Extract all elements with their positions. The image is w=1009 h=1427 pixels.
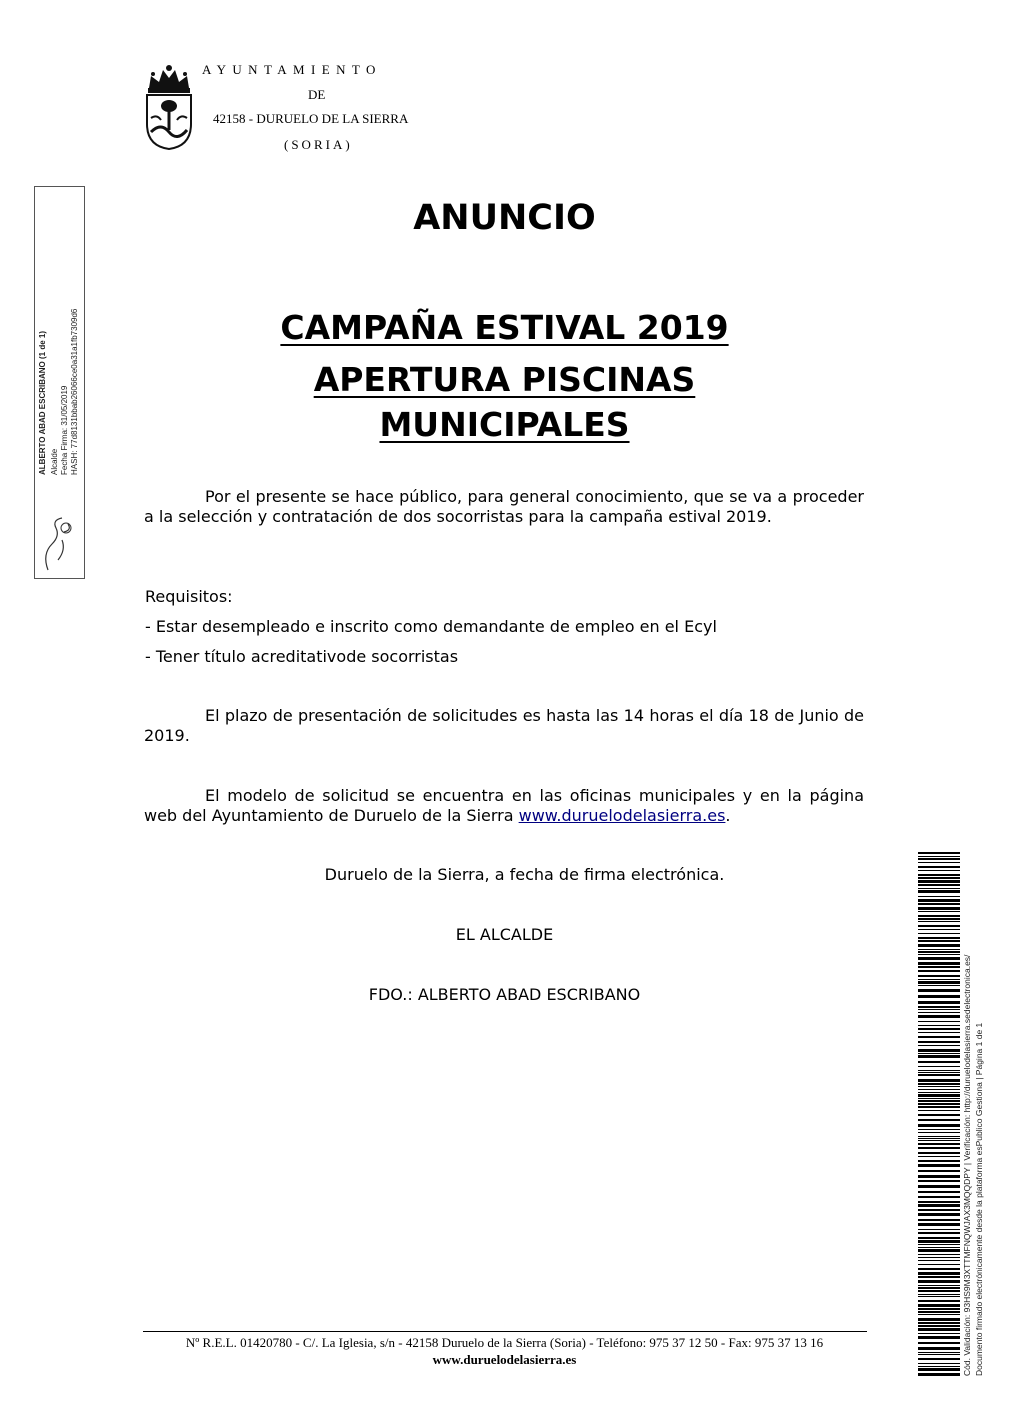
barcode-icon — [918, 852, 960, 1376]
barcode-bar — [918, 1036, 960, 1038]
barcode-bar — [918, 866, 960, 868]
barcode-bar — [918, 862, 960, 863]
barcode-bar — [918, 1124, 960, 1127]
barcode-bar — [918, 877, 960, 879]
barcode-bar — [918, 1296, 960, 1297]
barcode-bar — [918, 1092, 960, 1093]
barcode-bar — [918, 1053, 960, 1054]
barcode-bar — [918, 1191, 960, 1193]
barcode-bar — [918, 1209, 960, 1211]
barcode-bar — [918, 1079, 960, 1082]
barcode-bar — [918, 1272, 960, 1275]
barcode-bar — [918, 985, 960, 986]
barcode-bar — [918, 903, 960, 905]
letterhead-town: 42158 - DURUELO DE LA SIERRA — [213, 111, 409, 126]
page-title: ANUNCIO — [413, 198, 596, 238]
barcode-bar — [918, 907, 960, 910]
barcode-bar — [918, 979, 960, 980]
barcode-bar — [918, 989, 960, 992]
barcode-bar — [918, 896, 960, 897]
barcode-bar — [918, 962, 960, 965]
barcode-bar — [918, 1304, 960, 1307]
barcode-bar — [918, 1061, 960, 1063]
barcode-bar — [918, 1070, 960, 1071]
barcode-bar — [918, 1143, 960, 1145]
barcode-bar — [918, 970, 960, 972]
barcode-bar — [918, 1204, 960, 1207]
barcode-bar — [918, 899, 960, 902]
barcode-bar — [918, 975, 960, 977]
barcode-bar — [918, 1358, 960, 1360]
barcode-bar — [918, 1268, 960, 1270]
municipal-crest-icon — [143, 62, 195, 150]
barcode-bar — [918, 1006, 960, 1008]
barcode-bar — [918, 1170, 960, 1172]
barcode-bar — [918, 1001, 960, 1004]
signer-name: FDO.: ALBERTO ABAD ESCRIBANO — [368, 985, 641, 1004]
handwritten-signature-icon — [38, 510, 78, 575]
signature-date: Fecha Firma: 31/05/2019 — [60, 385, 69, 475]
barcode-bar — [918, 1280, 960, 1283]
barcode-bar — [918, 911, 960, 912]
barcode-bar — [918, 1201, 960, 1203]
barcode-bar — [918, 1363, 960, 1364]
barcode-bar — [918, 954, 960, 955]
footer-divider — [143, 1331, 867, 1332]
barcode-bar — [918, 918, 960, 920]
barcode-bar — [918, 995, 960, 998]
barcode-bar — [918, 1254, 960, 1255]
paragraph-application-form — [144, 786, 864, 826]
letterhead-de: DE — [308, 87, 326, 102]
subtitle-municipal-text: MUNICIPALES — [379, 405, 630, 444]
barcode-bar — [918, 858, 960, 860]
barcode-bar — [918, 1140, 960, 1141]
barcode-bar — [918, 966, 960, 968]
barcode-bar — [918, 1325, 960, 1327]
signature-role: Alcalde — [50, 448, 59, 475]
barcode-bar — [918, 1249, 960, 1252]
barcode-bar — [918, 1223, 960, 1226]
barcode-bar — [918, 1373, 960, 1376]
barcode-bar — [918, 1180, 960, 1182]
requirements-heading: Requisitos: — [145, 587, 233, 606]
barcode-bar — [918, 915, 960, 917]
barcode-bar — [918, 890, 960, 893]
barcode-bar — [918, 1308, 960, 1310]
barcode-bar — [918, 1083, 960, 1085]
paragraph-application-text: El modelo de solicitud se encuentra en las oficinas municipales y en la página web del Ayuntamiento de Duruelo de la Sierra — [144, 786, 864, 825]
signer-title: EL ALCALDE — [455, 925, 554, 944]
footer-website: www.duruelodelasierra.es — [432, 1352, 577, 1367]
barcode-bar — [918, 856, 960, 857]
barcode-bar — [918, 1285, 960, 1286]
barcode-bar — [918, 1025, 960, 1026]
barcode-bar — [918, 1156, 960, 1157]
subtitle-campaign — [0, 306, 1009, 350]
barcode-bar — [918, 1074, 960, 1076]
barcode-bar — [918, 1185, 960, 1188]
barcode-bar — [918, 1138, 960, 1139]
barcode-bar — [918, 1049, 960, 1052]
barcode-bar — [918, 1132, 960, 1133]
barcode-bar — [918, 1021, 960, 1022]
barcode-bar — [918, 1276, 960, 1278]
barcode-bar — [918, 1333, 960, 1334]
barcode-bar — [918, 1147, 960, 1149]
barcode-bar — [918, 1328, 960, 1331]
barcode-bar — [918, 1366, 960, 1367]
paragraph-deadline: El plazo de presentación de solicitudes es hasta las 14 horas el día 18 de Junio de 2019. — [144, 706, 864, 745]
barcode-bar — [918, 1152, 960, 1154]
barcode-bar — [918, 1294, 960, 1295]
barcode-bar — [918, 1342, 960, 1344]
subtitle-municipal — [0, 403, 1009, 447]
barcode-bar — [918, 1260, 960, 1261]
barcode-bar — [918, 1257, 960, 1258]
barcode-bar — [918, 1318, 960, 1321]
barcode-bar — [918, 1368, 960, 1371]
barcode-bar — [918, 1066, 960, 1067]
paragraph-announcement: Por el presente se hace público, para general conocimiento, que se va a proceder a la selección y contratación de dos socorristas para la campaña estival 2019. — [144, 487, 864, 526]
barcode-bar — [918, 940, 960, 942]
letterhead-province: (SORIA) — [284, 137, 353, 152]
subtitle-campaign-text: CAMPAÑA ESTIVAL 2019 — [280, 308, 729, 347]
barcode-bar — [918, 884, 960, 886]
barcode-bar — [918, 1041, 960, 1043]
barcode-bar — [918, 1110, 960, 1111]
barcode-bar — [918, 1089, 960, 1090]
barcode-bar — [918, 949, 960, 950]
barcode-bar — [918, 1119, 960, 1121]
barcode-bar — [918, 1045, 960, 1046]
barcode-bar — [918, 1094, 960, 1097]
barcode-bar — [918, 880, 960, 883]
barcode-bar — [918, 1175, 960, 1178]
subtitle-opening-text: APERTURA PISCINAS — [313, 360, 696, 399]
barcode-bar — [918, 1311, 960, 1313]
barcode-bar — [918, 957, 960, 960]
barcode-bar — [918, 1106, 960, 1108]
barcode-bar — [918, 1244, 960, 1245]
barcode-bar — [918, 951, 960, 953]
barcode-bar — [918, 1103, 960, 1105]
barcode-bar — [918, 1232, 960, 1234]
barcode-bar — [918, 1114, 960, 1116]
paragraph-application-end: . — [725, 806, 731, 825]
verification-platform: Documento firmado electrónicamente desde la plataforma esPublico Gestiona | Página 1 de 1 — [974, 1022, 984, 1376]
barcode-bar — [918, 1352, 960, 1353]
barcode-bar — [918, 1300, 960, 1302]
barcode-bar — [918, 1129, 960, 1130]
barcode-bar — [918, 925, 960, 927]
barcode-bar — [918, 937, 960, 939]
barcode-bar — [918, 1055, 960, 1058]
barcode-bar — [918, 1229, 960, 1230]
requirement-item: - Tener título acreditativode socorristas — [145, 647, 459, 666]
requirement-item: - Estar desempleado e inscrito como demandante de empleo en el Ecyl — [145, 617, 717, 636]
barcode-bar — [918, 1264, 960, 1265]
barcode-bar — [918, 1032, 960, 1033]
footer-address: Nº R.E.L. 01420780 - C/. La Iglesia, s/n - 42158 Duruelo de la Sierra (Soria) - Teléfono: 975 37 12 50 - Fax: 975 37 13 16 — [185, 1335, 824, 1350]
barcode-bar — [918, 1314, 960, 1315]
website-link[interactable]: www.duruelodelasierra.es — [518, 806, 726, 825]
barcode-bar — [918, 1213, 960, 1216]
barcode-bar — [918, 1219, 960, 1221]
barcode-bar — [918, 1086, 960, 1087]
barcode-bar — [918, 981, 960, 984]
barcode-bar — [918, 1009, 960, 1010]
barcode-bar — [918, 1196, 960, 1198]
barcode-bar — [918, 1247, 960, 1248]
barcode-bar — [918, 1322, 960, 1324]
barcode-bar — [918, 1012, 960, 1013]
barcode-bar — [918, 1164, 960, 1167]
barcode-bar — [918, 874, 960, 876]
signature-hash: HASH: 77d8131bbab26066ce0a31a1fb7309d6 — [70, 308, 79, 475]
barcode-bar — [918, 852, 960, 854]
barcode-bar — [918, 929, 960, 930]
subtitle-opening — [0, 358, 1009, 402]
barcode-bar — [918, 1240, 960, 1243]
barcode-bar — [918, 870, 960, 871]
verification-code: Cód. Validación: 93HS9M3XTTMFNQWJAX3MQQDPY | Verificación: http://duruelodelasierra.sedelectronica.es/ — [962, 954, 972, 1376]
barcode-bar — [918, 1290, 960, 1292]
barcode-bar — [918, 944, 960, 947]
barcode-bar — [918, 888, 960, 889]
letterhead-ayuntamiento: AYUNTAMIENTO — [202, 62, 382, 77]
barcode-bar — [918, 1336, 960, 1339]
barcode-bar — [918, 1098, 960, 1099]
date-line: Duruelo de la Sierra, a fecha de firma electrónica. — [324, 865, 725, 884]
barcode-bar — [918, 1015, 960, 1018]
barcode-bar — [918, 1347, 960, 1350]
barcode-bar — [918, 933, 960, 934]
signature-signer-name: ALBERTO ABAD ESCRIBANO (1 de 1) — [38, 330, 47, 475]
barcode-bar — [918, 1354, 960, 1355]
barcode-bar — [918, 1237, 960, 1239]
barcode-bar — [918, 1136, 960, 1137]
barcode-bar — [918, 1100, 960, 1102]
barcode-bar — [918, 1287, 960, 1289]
barcode-bar — [918, 1160, 960, 1162]
barcode-bar — [918, 1072, 960, 1073]
barcode-bar — [918, 1028, 960, 1030]
barcode-bar — [918, 921, 960, 922]
